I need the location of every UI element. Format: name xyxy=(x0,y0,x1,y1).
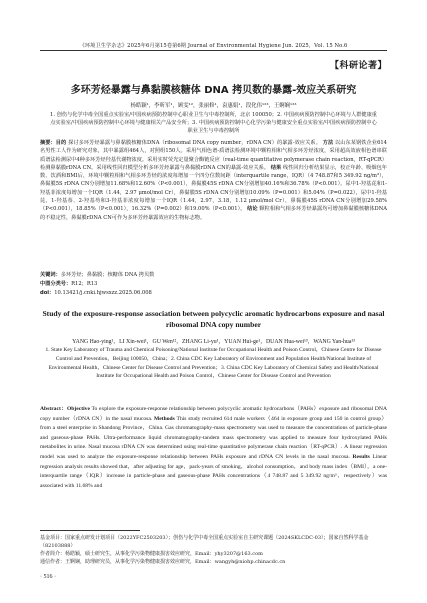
objective-text-zh: 探讨多环芳烃暴露与鼻黏膜核糖体DNA（ribosomal DNA copy number，rDNA CN）的暴露-效应关系。 xyxy=(68,140,321,146)
article-title-zh: 多环芳烃暴露与鼻黏膜核糖体 DNA 拷贝数的暴露-效应关系研究 xyxy=(70,85,357,96)
doi-line xyxy=(40,289,387,297)
clc-line xyxy=(40,280,387,288)
running-head: 《环境卫生学杂志》2025年6月第15卷第6期 Journal of Environmental Hygiene Jun. 2025，Vol. 15 No.6 xyxy=(79,43,348,49)
results-text-zh: 线性回归分析结果显示，校正年龄、吸烟包年数、饮酒和BMI后，环境中颗粒相和气相多环芳烃的浓度每增加一个四分位数间距（interquartile range，IQR）（4 748.87和5 349.92 ng/m³），鼻黏膜5S rDNA CN分别增加11.68%和12.60%（P<0.001），鼻黏膜45S rDNA CN分别增加40.16%和36.78%（P<0.001）。尿中1-羟基芘和1-羟基菲浓度每增加一个IQR（1.44，2.97 μmol/mol Cr），鼻黏膜5S rDNA CN分别增加10.09%（P=0.001）和5.04%（P=0.022），尿中1-羟基芘、1-羟基萘、2-羟基芴和3-羟基菲浓度每增加一个IQR（1.44，2.97，3.18，1.12 μmol/mol Cr），鼻黏膜45S rDNA CN分别增加29.58%（P<0.001），18.85%（P<0.001），16.32%（P=0.002）和19.00%（P<0.001）。 xyxy=(40,164,387,213)
objective-text-en: To explore the exposure-response relationship between polycyclic aromatic hydrocarbons（PAHs）exposure and ribosomal DNA copy number（rDNA CN）in the nasal mucosa. xyxy=(40,406,387,422)
keywords-value: 多环芳烃；鼻黏膜；核糖体 DNA 拷贝数 xyxy=(60,272,155,278)
affiliations-en: 1. State Key Laboratory of Trauma and Chemical Poisoning/National Institute for Occupational Health and Poison Control，Chinese Centre for Disease Control and Prevention，Beijing 100050，China；2. China CDC Key Laboratory of Environment and Population Health/National Institute of Environmental Health，Chinese Center for Disease Control and Prevention；3. China CDC Key Laboratory of Chemical Safety and Health/National Institute for Occupational Health and Poison Control，Chinese Center for Disease Control and Prevention xyxy=(45,347,382,380)
section-tag: 【科研论著】 xyxy=(329,61,387,71)
clc-label: 中图分类号： xyxy=(40,281,72,287)
methods-label-en: Methods xyxy=(154,415,175,422)
methods-text-en: This study recruited 614 male workers（464 in exposure group and 150 in control group）from a steel enterprise in Shandong Province，China. Gas chromatography-mass spectrometry was used to measure the concentrations of particle-phase and gaseous-phase PAHs. Ultra-performance liquid chromatography-tandem mass spectrometry was applied to measure four hydroxylated PAHs metabolites in urine. Nasal mucosa rDNA CN was determined using real-time quantitative polymerase chain reaction（RT-qPCR）. A linear regression model was used to analyze the exposure-response relationship between PAHs exposure and rDNA CN levels in the nasal mucosa. xyxy=(40,415,387,460)
abstract-en xyxy=(40,405,387,491)
conclusion-text-zh: 颗粒相和气相多环芳烃暴露均可增加鼻黏膜核糖体DNA的不稳定性，鼻黏膜rDNA CN可作为多环芳烃暴露效应的生物标志物。 xyxy=(40,206,387,221)
abstract-zh xyxy=(40,139,387,222)
conclusion-label-zh: 结论 xyxy=(247,206,258,213)
authors-en: YANG Hao-ying¹，LI Xin-wei¹，GU Wen¹²，ZHANG Li-yu¹，YUAN Hui-ge¹，DUAN Hua-wei¹³，WANG Yan-hua¹³ xyxy=(72,339,355,345)
footnotes xyxy=(40,534,387,566)
objective-label-en: Objective xyxy=(66,406,90,412)
clc-value: R12；R13 xyxy=(71,281,98,287)
keywords-label: 关键词： xyxy=(40,272,61,278)
affiliations-zh: 1. 创伤与化学中毒全国重点实验室/中国疾病预防控制中心职业卫生与中毒控制所，北京 100050；2. 中国疾病预防控制中心环境与人群健康重点实验室/中国疾病预防控制中心环境与健康相关产品安全所；3. 中国疾病预防控制中心化学污染与健康安全重点实验室/中国疾病预防控制中心职业卫生与中毒控制所 xyxy=(50,112,377,135)
author-intro-note: 作者简介：杨皓颖，硕士研究生，从事化学污染物健康损害效应研究，Email：yhy3207@163.com xyxy=(40,551,263,557)
results-label-en: Results xyxy=(352,453,370,460)
doi-value: 10.13421/j.cnki.hjwsxzz.2025.06.008 xyxy=(54,290,152,296)
abstract-label-zh: 摘要： xyxy=(40,140,56,146)
footnote-rule xyxy=(40,530,140,531)
objective-label-zh: 目的 xyxy=(55,140,67,146)
corresponding-author-note: 通信作者：王婀娴，助理研究员，从事化学污染物健康损害效应研究，Email：wangyh@niohp.chinacdc.cn xyxy=(40,559,286,565)
methods-label-zh: 方法 xyxy=(322,140,334,146)
methods-text-zh: 以山东某钢铁企业614名男性工人作为研究对象，其中暴露组464人，对照组150人。采用气相色谱-质谱法检测环境中颗粒相和气相多环芳烃浓度，采用超高效液相色谱串联质谱法检测尿中4种多环芳烃羟基代谢物浓度。采用实时荧光定量聚合酶链反应（real-time quantitative polymerase chain reaction，RT-qPCR）检测鼻黏膜rDNA CN。采用线性回归模型分析多环芳烃暴露与鼻黏膜rDNA CN的暴露-效应关系。 xyxy=(40,140,387,171)
results-text-en: Linear regression analysis results showed that，after adjusting for age，pack-years of smoking，alcohol consumption，and body mass index（BMI），a one-interquartile range（IQR）increase in particle-phase and gaseous-phase PAHs concentrations（4 748.87 and 5 349.92 ng/m³，respectively）was associated with 11.68% and xyxy=(40,453,387,489)
results-label-zh: 结果 xyxy=(270,164,282,171)
page-number: · 516 · xyxy=(40,574,56,580)
article-title-en: Study of the exposure-response association between polycyclic aromatic hydrocarbons exposure and nasal ribosomal DNA copy number xyxy=(42,309,385,329)
abstract-label-en: Abstract： xyxy=(40,406,67,412)
authors-zh: 杨皓颖¹，李昕军¹，顾雯¹²，张丽修¹，袁惠娟¹，段化伟¹²³，王婀娴¹²³ xyxy=(130,103,297,109)
keywords-line xyxy=(40,271,387,279)
funding-note: 基金项目：国家重点研发计划项目（2022YFC2503203）；创伤与化学中毒全国重点实验室自主研究课题（2024SKLCDC-03）；国家自然科学基金（82103888） xyxy=(40,535,369,549)
doi-label: doi： xyxy=(40,290,55,296)
header-rule xyxy=(40,50,387,51)
